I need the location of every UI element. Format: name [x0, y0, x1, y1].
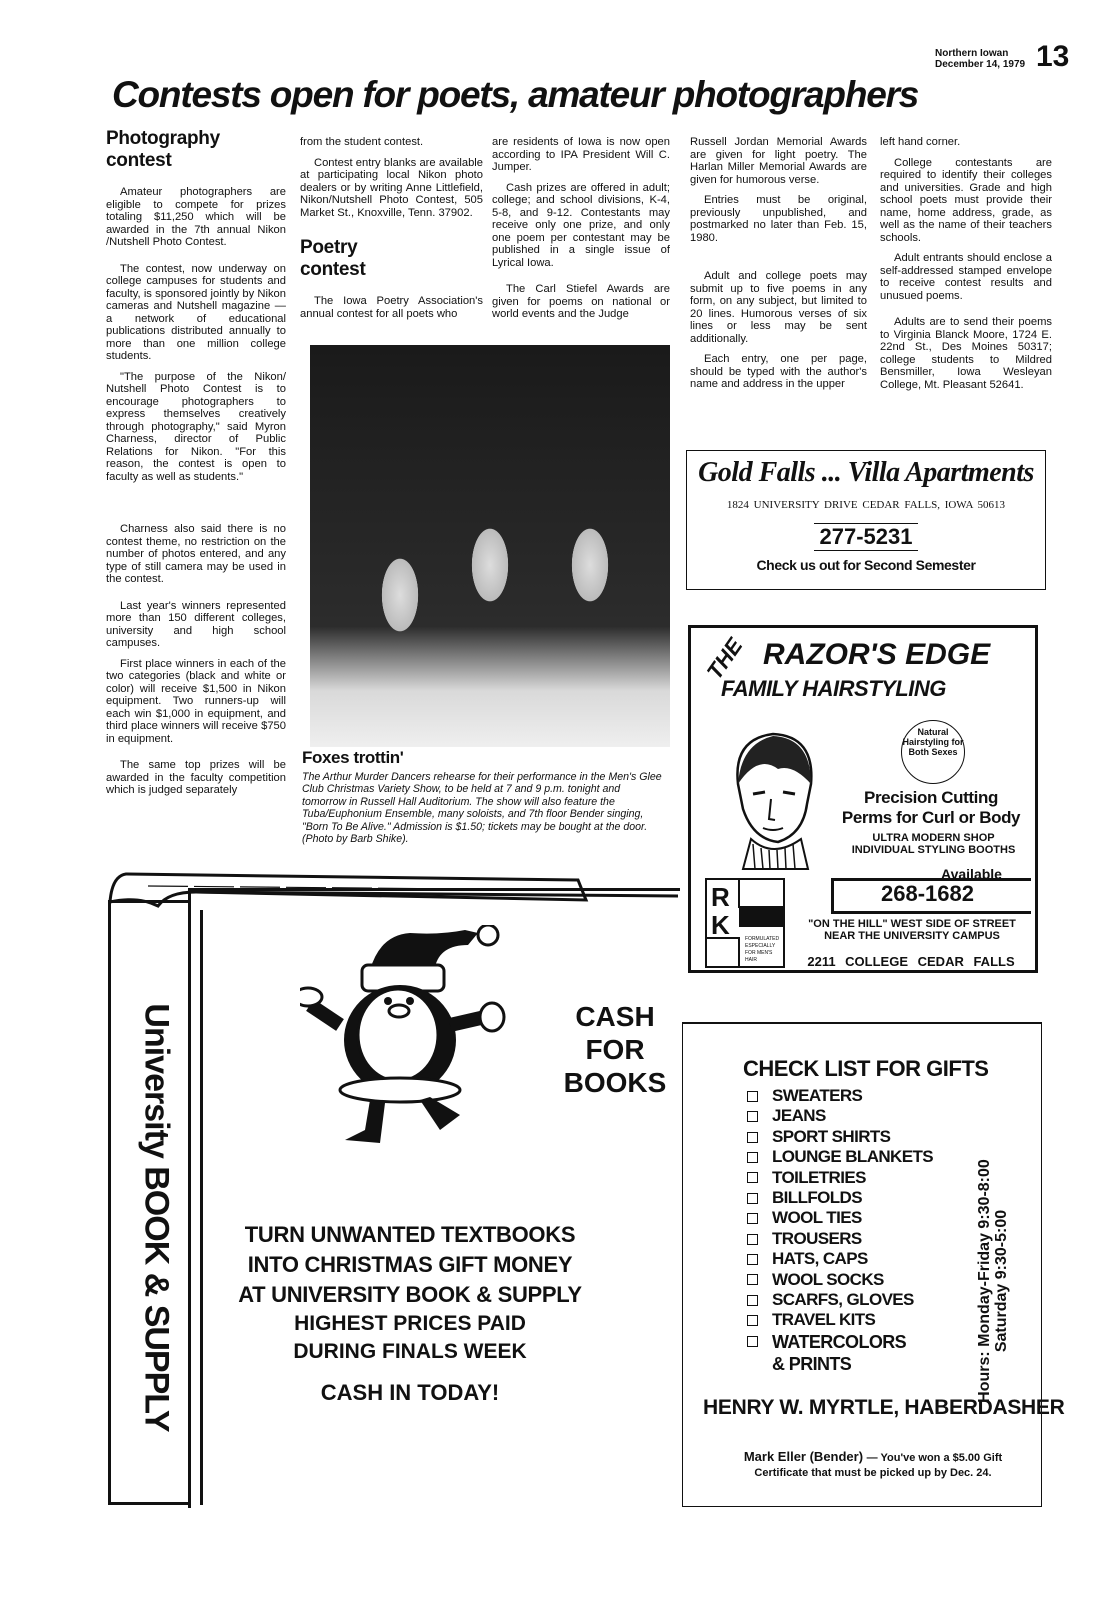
paragraph: from the student contest. [300, 136, 424, 148]
checklist-item-label: SWEATERS [772, 1086, 863, 1105]
ubs-body-2 [210, 1310, 610, 1366]
store-name: HENRY W. MYRTLE, HABERDASHER [703, 1396, 1065, 1419]
cash-for-books [560, 1000, 670, 1099]
paragraph: left hand corner. [880, 136, 961, 148]
paragraph: Adult entrants should enclose a self-addressed stamped envelope to receive contest results and unusued poems. [880, 252, 1052, 302]
razor-shop [831, 832, 1036, 856]
paragraph: Cash prizes are offered in adult; college; and school divisions, K-4, 5-8, and 9-12. Contestants may receive only one prize, and only one poem per contestant may be published in a single issue of Lyrical Iowa. [492, 181, 670, 269]
gift-checklist [747, 1086, 933, 1375]
book-cover-line [200, 910, 203, 1505]
checkbox-icon [747, 1111, 758, 1122]
paragraph: First place winners in each of the two categories (black and white or color) will receive $1,500 in Nikon equipment. Two runners-up will each win $1,000 in equipment, and third place winners will receive $750 in equipment. [106, 657, 286, 745]
cash-line: CASH [575, 1001, 655, 1032]
svg-text:R: R [711, 882, 730, 912]
checklist-item-label: WATERCOLORS & PRINTS [772, 1331, 907, 1374]
checkbox-icon [747, 1091, 758, 1102]
rk-logo-icon [705, 878, 785, 968]
checklist-item-label: TOILETRIES [772, 1167, 866, 1187]
poetry-heading: Poetry contest [300, 237, 366, 280]
paragraph: Russell Jordan Memorial Awards are given for light poetry. The Harlan Miller Memorial Awards are given for humorous verse. [690, 136, 867, 186]
checklist-item-label: TROUSERS [772, 1228, 862, 1248]
ubs-body2-line: DURING FINALS WEEK [293, 1340, 527, 1363]
paragraph: Contest entry blanks are available at participating local Nikon photo dealers or by writing Anne Littlefield, Nikon/Nutshell Photo Contest, 505 Market St., Knoxville, Tenn. 37902. [300, 156, 483, 219]
book-spine-title: University BOOK & SUPPLY [137, 1003, 176, 1432]
santa-claus-icon [300, 925, 530, 1155]
paragraph: Adult and college poets may submit up to five poems in any form, on any subject, but limited to 20 lines. Humorous verses of six lines or less may be sent additionally. [690, 270, 867, 345]
ubs-body [210, 1220, 610, 1310]
university-book-supply-ad [100, 870, 680, 1510]
checkbox-icon [747, 1254, 758, 1265]
dancers-photo [310, 345, 670, 747]
razor-location-1: "ON THE HILL" WEST SIDE OF STREET [808, 918, 1016, 930]
checklist-item [747, 1188, 933, 1208]
paragraph: Last year's winners represented more than 150 different colleges, university and high school campuses. [106, 599, 286, 649]
masthead [935, 48, 1025, 70]
razor-shop-2: INDIVIDUAL STYLING BOOTHS [851, 844, 1016, 856]
winner-name: Mark Eller (Bender) [743, 1449, 864, 1464]
razor-the: THE [701, 633, 748, 684]
razor-available: Available [941, 866, 1002, 882]
ubs-body-line: AT UNIVERSITY BOOK & SUPPLY [238, 1282, 582, 1307]
razor-phone: 268-1682 [881, 881, 974, 906]
razor-service-1: Precision Cutting [864, 788, 998, 807]
checklist-item-label: SPORT SHIRTS [772, 1126, 891, 1146]
checkbox-icon [747, 1132, 758, 1143]
checklist-item [747, 1086, 933, 1106]
photography-heading: Photography contest [106, 128, 220, 171]
checklist-item-label: BILLFOLDS [772, 1188, 862, 1208]
checkbox-icon [747, 1193, 758, 1204]
goldfalls-tagline: Check us out for Second Semester [756, 557, 976, 573]
myrtle-haberdasher-ad [682, 1022, 1065, 1507]
checklist-item [747, 1331, 933, 1375]
checklist-item [747, 1208, 933, 1228]
razor-location-2: NEAR THE UNIVERSITY CAMPUS [824, 930, 1000, 942]
razor-service-2: Perms for Curl or Body [841, 808, 1021, 827]
ubs-body-line: INTO CHRISTMAS GIFT MONEY [247, 1252, 573, 1277]
razor-subtitle: FAMILY HAIRSTYLING [721, 676, 946, 701]
checkbox-icon [747, 1295, 758, 1306]
svg-text:ESPECIALLY: ESPECIALLY [745, 943, 776, 949]
store-hours [976, 1151, 1010, 1411]
cash-line: FOR [585, 1034, 645, 1065]
razor-location [787, 918, 1037, 942]
issue-date: December 14, 1979 [935, 59, 1026, 70]
paper-name: Northern Iowan [935, 48, 1009, 59]
goldfalls-address: 1824 UNIVERSITY DRIVE CEDAR FALLS, IOWA 50613 [726, 499, 1006, 511]
photo-caption: The Arthur Murder Dancers rehearse for their performance in the Men's Glee Club Christmas Variety Show, to be held at 7 and 9 p.m. tonight and tomorrow in Russell Hall Auditorium. The show will also feature the Tuba/Euphonium Ensemble, many soloists, and 7th floor Bender singing, "Born To Be Alive." Admission is $1.50; tickets may be bought at the door. (Photo by Barb Shike). [302, 771, 662, 846]
checklist-item [747, 1106, 933, 1126]
winner-note [743, 1450, 1003, 1480]
man-portrait-icon [723, 724, 823, 874]
svg-text:HAIR: HAIR [745, 957, 757, 963]
page-headline: Contests open for poets, amateur photographers [112, 74, 919, 115]
svg-text:K: K [711, 910, 730, 940]
paragraph: The contest, now underway on college campuses for students and faculty, is sponsored jointly by Nikon cameras and Nutshell magazine — a network of educational publications distributed annually to more than one million college students. [106, 262, 286, 362]
checklist-item [747, 1249, 933, 1269]
svg-text:FOR MEN'S: FOR MEN'S [745, 950, 773, 956]
checkbox-icon [747, 1234, 758, 1245]
paragraph: Adults are to send their poems to Virginia Blanck Moore, 1724 E. 22nd St., Des Moines 50317; college students to Mildred Bensmiller, Iowa Wesleyan College, Mt. Pleasant 52641. [880, 316, 1052, 391]
hours-weekday: Hours: Monday-Friday 9:30-8:00 [976, 1159, 993, 1403]
checklist-item [747, 1270, 933, 1290]
paragraph: Amateur photographers are eligible to compete for prizes totaling $11,250 which will be awarded in the 7th annual Nikon /Nutshell Photo Contest. [106, 186, 286, 248]
column-3 [492, 136, 670, 329]
hours-saturday: Saturday 9:30-5:00 [993, 1209, 1010, 1353]
ubs-body-line: TURN UNWANTED TEXTBOOKS [244, 1222, 576, 1247]
checklist-item [747, 1310, 933, 1330]
checkbox-icon [747, 1172, 758, 1183]
book-spine [108, 900, 190, 1505]
column-2 [300, 136, 483, 328]
checklist-item-label: WOOL SOCKS [772, 1269, 884, 1289]
checklist-item-label: TRAVEL KITS [772, 1310, 876, 1330]
checkbox-icon [747, 1274, 758, 1285]
checkbox-icon [747, 1315, 758, 1326]
paragraph: Each entry, one per page, should be typed with the author's name and address in the upper [690, 353, 867, 390]
ubs-cta: CASH IN TODAY! [320, 1380, 500, 1405]
checklist-item [747, 1127, 933, 1147]
paragraph: Charness also said there is no contest theme, no restriction on the number of photos entered, and any type of still camera may be used in the contest. [106, 523, 286, 585]
column-4 [690, 136, 867, 399]
checkbox-icon [747, 1213, 758, 1224]
razor-title: RAZOR'S EDGE [763, 638, 991, 671]
goldfalls-phone: 277-5231 [814, 523, 919, 551]
photography-article [106, 128, 286, 805]
page-number: 13 [1036, 40, 1070, 73]
razor-address: 2211 COLLEGE CEDAR FALLS [807, 954, 1015, 969]
goldfalls-title: Gold Falls ... Villa Apartments [698, 457, 1034, 488]
razors-edge-ad [688, 625, 1038, 973]
gift-checklist-title: CHECK LIST FOR GIFTS [743, 1056, 989, 1081]
checklist-item-label: JEANS [772, 1106, 826, 1126]
checklist-item [747, 1290, 933, 1310]
checklist-item-label: SCARFS, GLOVES [772, 1290, 914, 1310]
paragraph: The Iowa Poetry Association's annual contest for all poets who [300, 295, 483, 320]
column-5 [880, 136, 1052, 399]
paragraph: Entries must be original, previously unpublished, and postmarked no later than Feb. 15, 1980. [690, 194, 867, 244]
razor-services [826, 788, 1036, 828]
checklist-item-label: WOOL TIES [772, 1208, 862, 1228]
razor-seal: Natural Hairstyling for Both Sexes [901, 720, 965, 784]
checklist-item [747, 1147, 933, 1167]
paragraph: College contestants are required to identify their colleges and universities. Grade and high school poets must provide their name, home address, grade, as well as the name of their teachers schools. [880, 156, 1052, 244]
paragraph: "The purpose of the Nikon/ Nutshell Photo Contest is to encourage photographers to express themselves creatively through photography," said Myron Charness, director of Public Relations for Nikon. "For this reason, the contest is open to faculty as well as students." [106, 370, 286, 483]
checkbox-icon [747, 1152, 758, 1163]
checkbox-icon [747, 1336, 758, 1347]
goldfalls-ad [686, 450, 1046, 590]
cash-line: BOOKS [563, 1067, 667, 1098]
photo-caption-title: Foxes trottin' [302, 748, 404, 767]
checklist-item [747, 1168, 933, 1188]
paragraph: The same top prizes will be awarded in the faculty competition which is judged separately [106, 759, 286, 796]
checklist-item-label: HATS, CAPS [772, 1249, 868, 1269]
checklist-item-label: LOUNGE BLANKETS [772, 1147, 934, 1167]
paragraph: The Carl Stiefel Awards are given for poems on national or world events and the Judge [492, 283, 670, 320]
razor-shop-1: ULTRA MODERN SHOP [872, 832, 995, 844]
svg-text:FORMULATED: FORMULATED [745, 936, 780, 942]
winner-message: — You've won a $5.00 Gift Certificate that must be picked up by Dec. 24. [754, 1452, 1003, 1479]
checklist-item [747, 1229, 933, 1249]
ubs-body2-line: HIGHEST PRICES PAID [294, 1312, 526, 1335]
paragraph: are residents of Iowa is now open according to IPA President Will C. Jumper. [492, 136, 670, 173]
